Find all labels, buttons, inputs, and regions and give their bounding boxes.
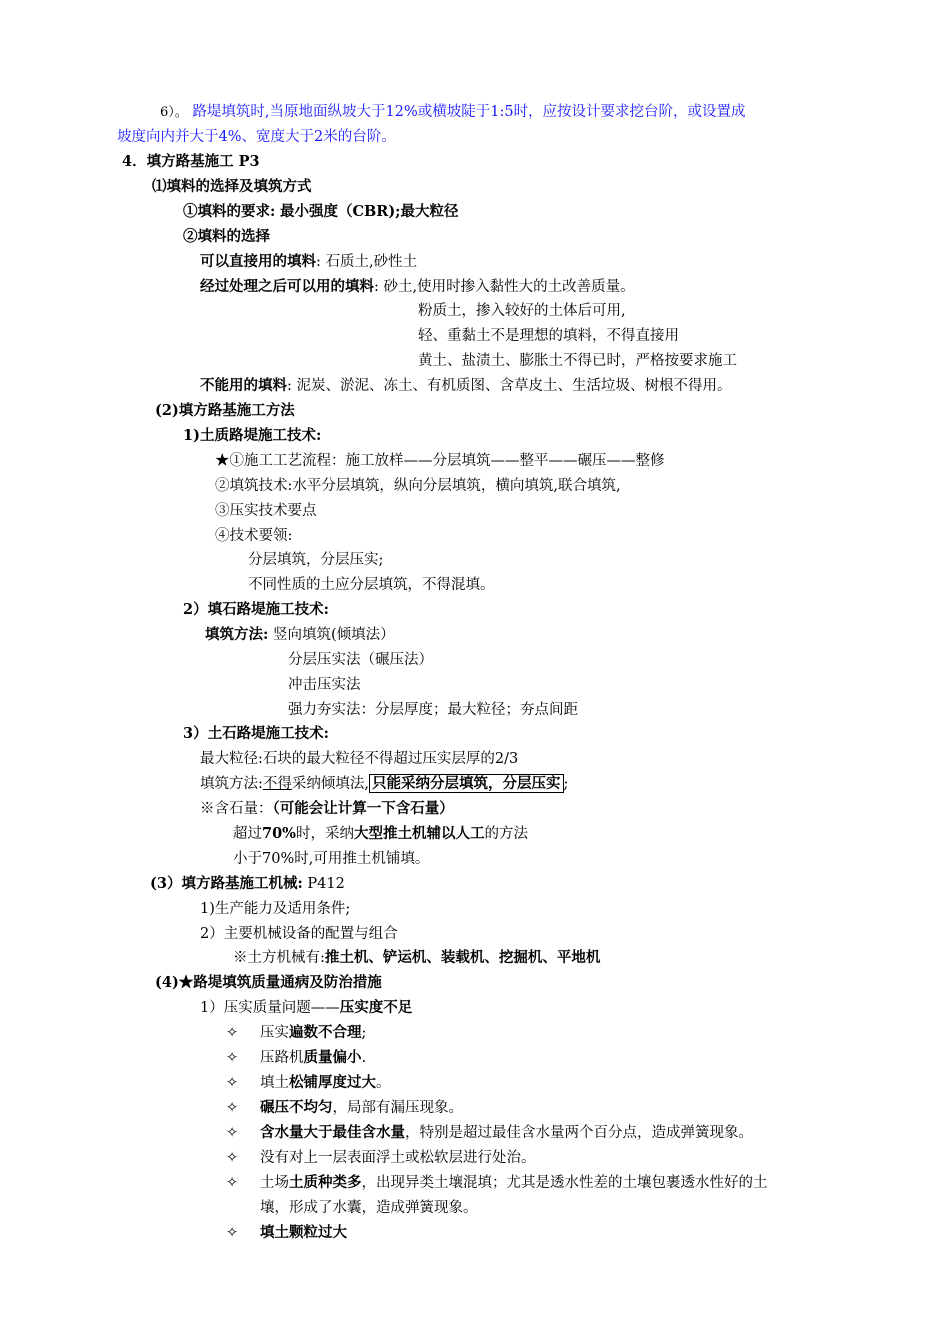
part1-title: ⑴填料的选择及填筑方式	[152, 178, 312, 195]
part2-title: (2)填方路基施工方法	[155, 402, 295, 419]
rock-method-2: 分层压实法（碾压法）	[288, 652, 433, 668]
rock-method-4: 强力夯实法：分层厚度；最大粒径；夯点间距	[288, 702, 578, 718]
earth-rock-title: 3）土石路堤施工技术:	[183, 725, 329, 742]
rock-method-1: 填筑方法: 竖向填筑(倾填法）	[205, 626, 395, 643]
intro-marker: 6）。	[160, 105, 188, 120]
bullet-item: ✧ 填土颗粒过大	[226, 1224, 347, 1241]
stone-over-70: 超过70%时，采纳大型推土机辅以人工的方法	[233, 825, 528, 842]
sparkle-bullet-icon: ✧	[226, 1075, 239, 1091]
bullet-item: ✧ 填土松铺厚度过大。	[226, 1074, 391, 1091]
sparkle-bullet-icon: ✧	[226, 1150, 239, 1166]
treated-filler-more-1: 粉质土，掺入较好的土体后可用,	[418, 303, 626, 319]
soil-item-2: ②填筑技术:水平分层填筑，纵向分层填筑，横向填筑,联合填筑,	[215, 478, 621, 494]
bullet-item: ✧ 没有对上一层表面浮土或松软层进行处治。	[226, 1150, 536, 1166]
bullet-item: ✧ 碾压不均匀，局部有漏压现象。	[226, 1099, 463, 1116]
part3-item-2: 2）主要机械设备的配置与组合	[200, 926, 398, 942]
sparkle-bullet-icon: ✧	[226, 1225, 239, 1241]
soil-sub-1: 分层填筑，分层压实;	[248, 552, 384, 568]
sparkle-bullet-icon: ✧	[226, 1050, 239, 1066]
filler-requirements: ①填料的要求: 最小强度（CBR);最大粒径	[183, 203, 459, 220]
intro-line-2: 坡度向内并大于4%、宽度大于2米的台阶。	[117, 129, 396, 145]
soil-item-4: ④技术要领:	[215, 528, 293, 544]
section-4-title: 4．填方路基施工 P3	[122, 153, 260, 170]
sparkle-bullet-icon: ✧	[226, 1125, 239, 1141]
earthwork-machines: ※土方机械有:推土机、铲运机、装载机、挖掘机、平地机	[233, 949, 601, 966]
filler-choice-title: ②填料的选择	[183, 228, 270, 245]
boxed-emphasis: 只能采纳分层填筑，分层压实	[369, 774, 564, 793]
bullet-item: ✧ 压实遍数不合理;	[226, 1024, 367, 1041]
soil-item-1: ★①施工工艺流程：施工放样——分层填筑——整平——碾压——整修	[215, 453, 665, 469]
intro-line-1: 6）。 路堤填筑时,当原地面纵坡大于12%或横坡陡于1:5时，应按设计要求挖台阶，或设置成	[160, 104, 746, 120]
earth-rock-max-size: 最大粒径:石块的最大粒径不得超过压实层厚的2/3	[200, 751, 519, 767]
soil-item-3: ③压实技术要点	[215, 503, 317, 519]
unusable-filler: 不能用的填料: 泥炭、淤泥、冻土、有机质图、含草皮土、生活垃圾、树根不得用。	[200, 377, 732, 394]
bullet-item: ✧ 含水量大于最佳含水量，特别是超过最佳含水量两个百分点，造成弹簧现象。	[226, 1124, 753, 1141]
compaction-issue: 1）压实质量问题——压实度不足	[200, 999, 413, 1016]
rock-embankment-title: 2）填石路堤施工技术:	[183, 601, 329, 618]
bullet-item: ✧ 压路机质量偏小.	[226, 1049, 367, 1066]
direct-filler: 可以直接用的填料: 石质土,砂性土	[200, 253, 418, 270]
stone-content: ※含石量：（可能会让计算一下含石量）	[200, 800, 454, 817]
sparkle-bullet-icon: ✧	[226, 1175, 239, 1191]
earth-rock-method: 填筑方法:不得采纳倾填法, 只能采纳分层填筑，分层压实 ;	[200, 775, 569, 792]
soil-embankment-title: 1)土质路堤施工技术:	[183, 427, 322, 444]
part3-item-1: 1)生产能力及适用条件;	[200, 901, 351, 917]
part3-title: (3）填方路基施工机械: P412	[150, 875, 345, 892]
treated-filler-more-3: 黄土、盐渍土、膨胀土不得已时，严格按要求施工	[418, 353, 737, 369]
treated-filler-more-2: 轻、重黏土不是理想的填料，不得直接用	[418, 328, 679, 344]
rock-method-3: 冲击压实法	[288, 677, 361, 693]
sparkle-bullet-icon: ✧	[226, 1100, 239, 1116]
bullet-item-continuation: 壤，形成了水囊，造成弹簧现象。	[260, 1200, 478, 1216]
stone-under-70: 小于70%时,可用推土机铺填。	[233, 851, 430, 867]
soil-sub-2: 不同性质的土应分层填筑，不得混填。	[248, 577, 495, 593]
part4-title: (4)★路堤填筑质量通病及防治措施	[155, 974, 382, 991]
treated-filler: 经过处理之后可以用的填料: 砂土,使用时掺入黏性大的土改善质量。	[200, 278, 635, 295]
bullet-item: ✧ 土场土质种类多，出现异类土壤混填；尤其是透水性差的土壤包裹透水性好的土	[226, 1174, 768, 1191]
sparkle-bullet-icon: ✧	[226, 1025, 239, 1041]
